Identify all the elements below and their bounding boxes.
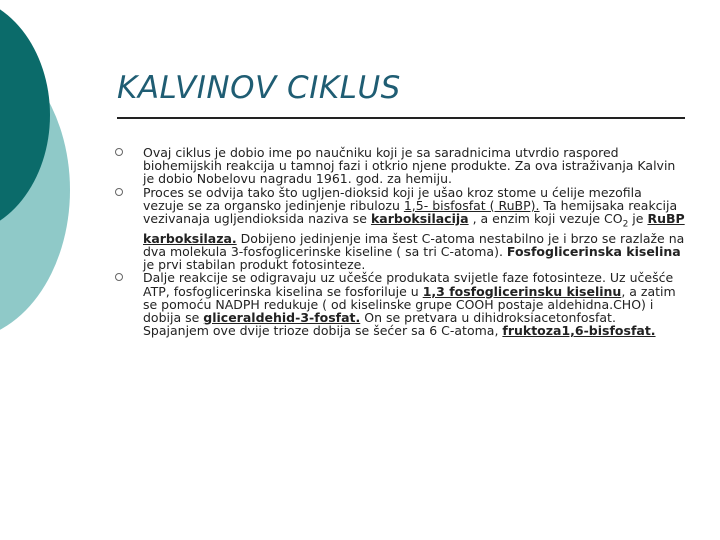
bullet-text: je prvi stabilan produkt fotosinteze. — [143, 257, 366, 273]
term-karboksilacija: karboksilacija — [370, 211, 469, 227]
slide-content — [113, 146, 685, 337]
slide-title: KALVINOV CIKLUS — [117, 70, 401, 106]
bullet-item-2 — [113, 186, 685, 272]
term-gliceraldehid: gliceraldehid-3-fosfat. — [203, 309, 361, 325]
bullet-text: Dalje reakcije se odigravaju uz učešće produkata svijetle faze fotosinteze. Uz učešće ATP, fosfoglicerinska kiselina se fosforiluje u — [143, 270, 674, 299]
title-divider — [117, 117, 685, 119]
term-13-fosfoglicerinska: 1,3 fosfoglicerinsku kiselinu — [422, 283, 622, 299]
bullet-item-1 — [113, 146, 685, 186]
bullet-text: je — [628, 211, 648, 227]
bullet-text: Ovaj ciklus je dobio ime po naučniku koji je sa saradnicima utvrdio raspored biohemijskih reakcija u tamnoj fazi i otkrio njene produkte. Za ova istraživanja Kalvin je dobio Nobelovu nagradu 1961. god. za hemiju. — [143, 145, 676, 187]
bullet-text: , a enzim koji vezuje CO — [468, 211, 623, 227]
bullet-text: Dobijeno jedinjenje ima šest C-atoma nestabilno je i brzo se razlaže na dva molekula 3-fosfoglicerinske kiseline ( sa tri C-atoma). — [143, 230, 685, 259]
bullet-item-3 — [113, 271, 685, 337]
term-rubp-karboksilaza: RuBP karboksilaza. — [143, 211, 685, 246]
term-fosfoglicerinska: Fosfoglicerinska kiselina — [506, 243, 681, 259]
co2-subscript: 2 — [622, 219, 629, 230]
term-fruktoza: fruktoza1,6-bisfosfat. — [502, 323, 656, 339]
bullet-text: Ta hemijsaka reakcija vezivanaja ugljendioksida naziva se — [143, 197, 678, 227]
bullet-circle-icon — [115, 188, 123, 196]
term-rubp: 1,5- bisfosfat ( RuBP). — [403, 197, 540, 213]
bullet-circle-icon — [115, 148, 123, 156]
bullet-text: , a zatim se pomoću NADPH redukuje ( od kiselinske grupe COOH postaje aldehidna.CHO) i dobija se — [143, 283, 676, 325]
bullet-circle-icon — [115, 273, 123, 281]
bullet-text: Proces se odvija tako što ugljen-dioksid koji je ušao kroz stome u ćelije mezofila vezuje se za organsko jedinjenje ribulozu — [143, 184, 642, 213]
bullet-text: On se pretvara u dihidroksiacetonfosfat. Spajanjem ove dvije trioze dobija se šećer sa 6 C-atoma, — [143, 309, 616, 339]
